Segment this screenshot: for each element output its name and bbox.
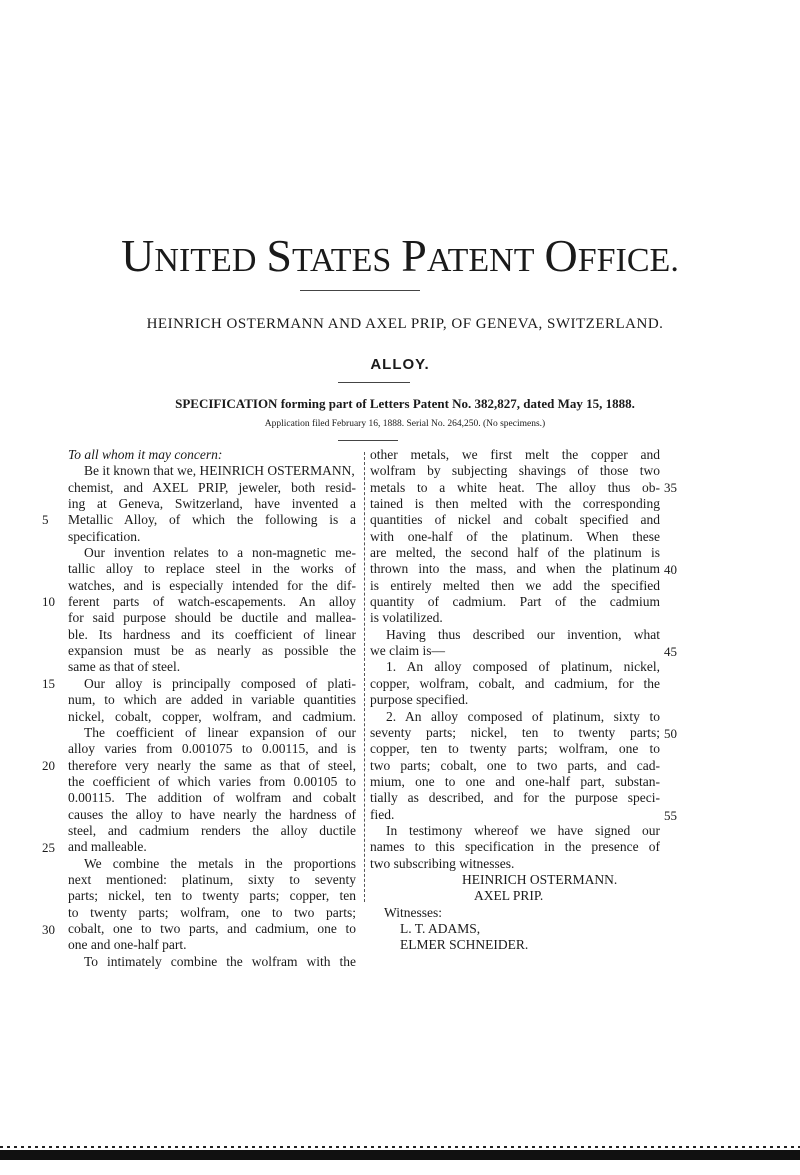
text-line: expansion must be as nearly as possible the [68,643,356,659]
text-line: is entirely melted then we add the specified [370,577,660,593]
text-line: In testimony whereof we have signed our [386,822,660,838]
line-number: 15 [42,676,55,691]
text-line: one and one-half part. [68,937,187,953]
text-line: ing at Geneva, Switzerland, have invented a [68,496,356,512]
line-number: 20 [42,758,55,773]
title-rule [338,382,410,383]
text-line: therefore very nearly the same as that of steel, [68,757,356,773]
text-line: tallic alloy to replace steel in the works of [68,561,356,577]
text-line: Our invention relates to a non-magnetic me- [84,545,356,561]
text-line: purpose specified. [370,692,469,708]
text-line: to twenty parts; wolfram, one to two parts; [68,904,356,920]
text-line: wolfram by subjecting shavings of those two [370,463,660,479]
text-line: To intimately combine the wolfram with the [84,953,356,969]
text-line: same as that of steel. [68,659,181,675]
text-line: causes the alloy to have nearly the hardness of [68,806,356,822]
text-line: num, to which are added in variable quantities [68,692,356,708]
application-rule [338,440,398,441]
text-line: Our alloy is principally composed of plati- [84,675,356,691]
right-column [370,447,660,954]
specification-line: SPECIFICATION forming part of Letters Patent No. 382,827, dated May 15, 1888. [175,396,635,411]
line-number: 55 [664,808,677,823]
text-line: chemist, and AXEL PRIP, jeweler, both resid- [68,479,356,495]
line-number: 45 [664,644,677,659]
text-line: watches, and is especially intended for the dif- [68,577,356,593]
text-line: ble. Its hardness and its coefficient of linear [68,626,356,642]
text-line: ferent parts of watch-escapements. An alloy [68,594,356,610]
text-line: We combine the metals in the proportions [84,855,356,871]
text-line: other metals, we first melt the copper and [370,447,660,462]
text-line: the coefficient of which varies from 0.00105 to [68,773,356,789]
text-line: 1. An alloy composed of platinum, nickel, [386,659,660,675]
inventors-line: HEINRICH OSTERMANN AND AXEL PRIP, OF GENEVA, SWITZERLAND. [146,316,664,332]
text-line: Witnesses: [384,904,442,920]
text-line: Be it known that we, HEINRICH OSTERMANN, [84,463,355,479]
text-line: 0.00115. The addition of wolfram and cobalt [68,790,356,806]
scan-edge [0,1150,800,1160]
column-divider [364,452,365,902]
text-line: and malleable. [68,839,147,855]
application-line: Application filed February 16, 1888. Serial No. 264,250. (No specimens.) [264,419,546,429]
text-line: names to this specification in the presence of [370,839,660,855]
text-line: copper, wolfram, cobalt, and cadmium, for the [370,675,660,691]
office-word-2: STATES [266,230,392,281]
text-line: alloy varies from 0.001075 to 0.00115, and is [68,741,356,757]
text-line: L. T. ADAMS, [400,920,481,936]
office-word-1: UNITED [121,230,257,281]
text-line: parts; nickel, ten to twenty parts; copper, ten [68,888,356,904]
line-number: 40 [664,562,677,577]
line-number: 10 [42,594,55,609]
text-line: next mentioned: platinum, sixty to seventy [68,871,356,887]
text-line: To all whom it may concern: [68,447,223,462]
text-line: Metallic Alloy, of which the following is a [68,512,356,528]
text-line: tained is then melted with the corresponding [370,496,660,512]
text-line: seventy parts; nickel, ten to twenty parts; [370,724,660,740]
scan-artifact [0,1146,800,1148]
text-line: AXEL PRIP. [474,888,544,904]
line-number: 5 [42,512,49,527]
text-line: Having thus described our invention, what [386,626,660,642]
line-number: 35 [664,480,677,495]
line-number: 30 [42,922,55,937]
text-line: for said purpose should be ductile and mallea- [68,610,356,626]
invention-title: ALLOY. [370,356,430,373]
text-line: tially as described, and for the purpose speci- [370,790,660,806]
text-line: metals to a white heat. The alloy thus ob- [370,479,660,495]
line-number: 50 [664,726,677,741]
text-line: The coefficient of linear expansion of our [84,724,356,740]
text-line: mium, one to one and one-half part, substan- [370,773,660,789]
text-line: copper, ten to twenty parts; wolfram, one to [370,741,660,757]
office-heading [100,232,700,285]
text-line: two parts; cobalt, one to two parts, and cad- [370,757,660,773]
text-line: with one-half of the platinum. When these [370,528,660,544]
header-rule [300,290,420,291]
text-line: ELMER SCHNEIDER. [400,937,529,953]
text-line: is volatilized. [370,610,443,626]
text-line: 2. An alloy composed of platinum, sixty to [386,708,660,724]
text-line: thrown into the mass, and when the platinum [370,561,660,577]
office-word-3: PATENT [401,230,535,281]
left-column [68,447,356,970]
line-number: 25 [42,840,55,855]
text-line: cobalt, one to two parts, and cadmium, one to [68,920,356,936]
text-line: we claim is— [370,643,445,659]
text-line: specification. [68,528,141,544]
text-line: two subscribing witnesses. [370,855,515,871]
office-word-4: OFFICE. [544,230,679,281]
text-line: nickel, cobalt, copper, wolfram, and cadmium. [68,708,356,724]
text-line: quantities of nickel and cobalt specified and [370,512,660,528]
text-line: steel, and cadmium renders the alloy ductile [68,822,356,838]
text-line: fied. [370,806,395,822]
text-line: are melted, the second half of the platinum is [370,545,660,561]
text-line: HEINRICH OSTERMANN. [462,871,618,887]
text-line: quantity of cadmium. Part of the cadmium [370,594,660,610]
